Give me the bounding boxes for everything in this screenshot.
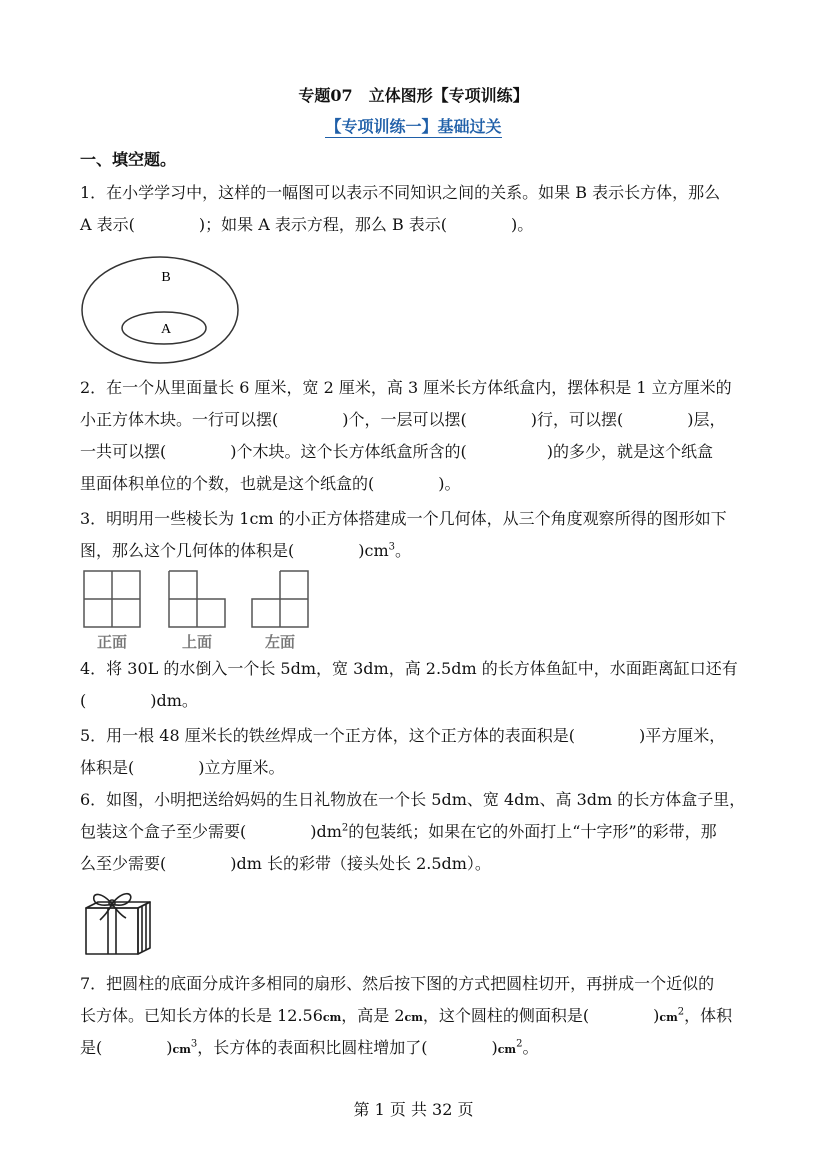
q7-unit-cm-4: cm bbox=[172, 1043, 191, 1056]
view-label-left: 左面 bbox=[264, 633, 296, 651]
section-heading: 一、填空题。 bbox=[80, 150, 177, 169]
view-label-top: 上面 bbox=[181, 633, 213, 651]
q7-line-3 bbox=[80, 1038, 538, 1060]
view-label-front: 正面 bbox=[96, 633, 128, 651]
q7-unit-cm-2: cm bbox=[404, 1011, 423, 1024]
q3-text: 图，那么这个几何体的体积是( )cm bbox=[80, 541, 389, 560]
q1-line-1: 1．在小学学习中，这样的一幅图可以表示不同知识之间的关系。如果 B 表示长方体，那么 bbox=[80, 183, 721, 202]
page-title: 专题07 立体图形【专项训练】 bbox=[298, 86, 529, 105]
q5-line-2: 体积是( )立方厘米。 bbox=[80, 758, 285, 777]
q7-text-c: ，高是 2 bbox=[341, 1006, 405, 1025]
q6-unit-exp: 2 bbox=[341, 822, 349, 834]
q7-line-1: 7．把圆柱的底面分成许多相同的扇形、然后按下图的方式把圆柱切开，再拼成一个近似的 bbox=[80, 974, 715, 993]
view-left bbox=[252, 571, 308, 627]
view-front bbox=[84, 571, 140, 627]
q7-unit-cm-1: cm bbox=[322, 1011, 342, 1024]
subtitle-text: 【专项训练一】基础过关 bbox=[325, 117, 502, 136]
q7-text-e: ，这个圆柱的侧面积是( ) bbox=[422, 1006, 660, 1025]
page-footer: 第 1 页 共 32 页 bbox=[353, 1100, 474, 1119]
q7-unit-cm-3: cm bbox=[659, 1011, 678, 1024]
q1-line-2: A 表示( )；如果 A 表示方程，那么 B 表示( )。 bbox=[80, 215, 534, 234]
q6-text: 包装这个盒子至少需要( )dm bbox=[80, 822, 342, 841]
q7-text-l3d: ，长方体的表面积比圆柱增加了( ) bbox=[197, 1038, 498, 1057]
q5-line-1: 5．用一根 48 厘米长的铁丝焊成一个正方体，这个正方体的表面积是( )平方厘米， bbox=[80, 726, 726, 745]
q6-line-2 bbox=[80, 822, 717, 842]
q3-line-1: 3．明明用一些棱长为 1cm 的小正方体搭建成一个几何体，从三个角度观察所得的图形如下 bbox=[80, 509, 727, 528]
q3-three-views bbox=[80, 568, 320, 652]
q7-exp-2: 3 bbox=[190, 1038, 198, 1050]
q6-text-end: 的包装纸；如果在它的外面打上“十字形”的彩带，那 bbox=[348, 822, 717, 841]
q3-line-2 bbox=[80, 541, 411, 561]
q3-text-end: 。 bbox=[395, 541, 412, 560]
q2-line-1: 2．在一个从里面量长 6 厘米，宽 2 厘米，高 3 厘米长方体纸盒内，摆体积是 1 立方厘米的 bbox=[80, 378, 732, 397]
section-subtitle bbox=[0, 117, 827, 137]
venn-outer-ellipse bbox=[82, 257, 238, 363]
q4-line-2: ( )dm。 bbox=[80, 691, 198, 710]
q6-line-1: 6．如图，小明把送给妈妈的生日礼物放在一个长 5dm、宽 4dm、高 3dm 的长方体盒子里， bbox=[80, 790, 746, 809]
q7-unit-cm-5: cm bbox=[497, 1043, 517, 1056]
q4-line-1: 4．将 30L 的水倒入一个长 5dm，宽 3dm，高 2.5dm 的长方体鱼缸中，水面距离缸口还有 bbox=[80, 659, 738, 678]
gift-box-icon bbox=[80, 886, 154, 958]
q1-venn-diagram bbox=[80, 254, 242, 366]
q7-exp-1: 2 bbox=[677, 1006, 685, 1018]
q2-line-2: 小正方体木块。一行可以摆( )个，一层可以摆( )行，可以摆( )层， bbox=[80, 410, 726, 429]
q7-line-2 bbox=[80, 1006, 732, 1028]
q7-text-l3g: 。 bbox=[522, 1038, 539, 1057]
q2-line-3: 一共可以摆( )个木块。这个长方体纸盒所含的( )的多少，就是这个纸盒 bbox=[80, 442, 713, 461]
venn-label-b: B bbox=[161, 270, 171, 285]
q7-exp-3: 2 bbox=[516, 1038, 523, 1050]
q7-text-h: ，体积 bbox=[684, 1006, 733, 1025]
q7-text-l3a: 是( ) bbox=[80, 1038, 173, 1057]
q2-line-4: 里面体积单位的个数，也就是这个纸盒的( )。 bbox=[80, 474, 461, 493]
view-top bbox=[169, 571, 225, 627]
q3-unit-exp: 3 bbox=[388, 541, 395, 553]
venn-label-a: A bbox=[160, 322, 172, 337]
q6-line-3: 么至少需要( )dm 长的彩带（接头处长 2.5dm）。 bbox=[80, 854, 491, 873]
q7-text-a: 长方体。已知长方体的长是 12.56 bbox=[80, 1006, 323, 1025]
